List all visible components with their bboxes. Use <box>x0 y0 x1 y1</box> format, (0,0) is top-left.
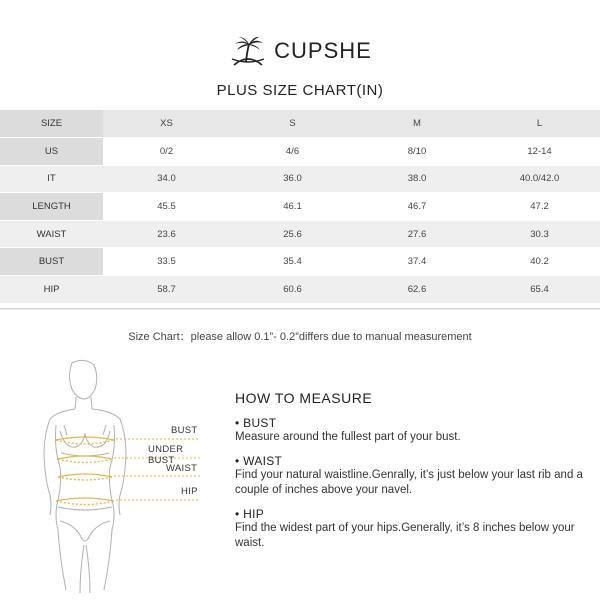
table-row <box>0 248 600 276</box>
body-silhouette <box>20 355 210 600</box>
howto-title: HOW TO MEASURE <box>235 390 373 406</box>
size-header-cell: M <box>355 110 479 138</box>
table-cell: 12-14 <box>479 138 600 166</box>
table-cell: 46.1 <box>230 193 355 221</box>
waist-label: WAIST <box>166 463 198 474</box>
table-row <box>0 276 600 304</box>
howto-item-bust <box>235 416 585 445</box>
brand-name: CUPSHE <box>274 38 372 63</box>
table-cell: 58.7 <box>103 276 230 304</box>
table-cell: 62.6 <box>355 276 479 304</box>
table-cell: 47.2 <box>479 193 600 221</box>
howto-item-text: Measure around the fullest part of your bust. <box>235 431 461 443</box>
table-cell: 38.0 <box>355 165 479 193</box>
table-cell: 27.6 <box>355 220 479 248</box>
table-header-row <box>0 110 600 138</box>
under-bust-label: UNDER BUST <box>148 444 184 466</box>
row-label-cell: BUST <box>0 248 103 276</box>
howto-item-waist <box>235 454 585 498</box>
table-cell: 33.5 <box>103 248 230 276</box>
table-cell: 25.6 <box>230 220 355 248</box>
table-cell: 37.4 <box>355 248 479 276</box>
table-cell: 65.4 <box>479 276 600 304</box>
brand-logo <box>0 34 600 68</box>
table-cell: 8/10 <box>355 138 479 166</box>
table-cell: 4/6 <box>230 138 355 166</box>
size-header-cell: S <box>230 110 355 138</box>
table-row <box>0 165 600 193</box>
row-label-cell: LENGTH <box>0 193 103 221</box>
row-label-cell: US <box>0 138 103 166</box>
table-cell: 45.5 <box>103 193 230 221</box>
palm-tree-icon <box>228 35 268 67</box>
row-label-cell: WAIST <box>0 220 103 248</box>
table-cell: 36.0 <box>230 165 355 193</box>
size-header-cell: L <box>479 110 600 138</box>
table-cell: 46.7 <box>355 193 479 221</box>
size-header-cell: XS <box>103 110 230 138</box>
measurement-note: Size Chart：please allow 0.1”- 0.2”differs due to manual measurement <box>128 331 472 343</box>
hip-label: HIP <box>181 486 198 497</box>
chart-title: PLUS SIZE CHART(IN) <box>216 82 384 99</box>
howto-item-head: • WAIST <box>235 454 283 468</box>
howto-item-hip <box>235 507 585 551</box>
table-cell: 30.3 <box>479 220 600 248</box>
howto-item-head: • BUST <box>235 416 277 430</box>
howto-item-head: • HIP <box>235 507 265 521</box>
section-divider <box>0 308 600 310</box>
table-header-label: SIZE <box>0 110 103 138</box>
table-cell: 23.6 <box>103 220 230 248</box>
table-row <box>0 193 600 221</box>
bust-label: BUST <box>171 425 198 436</box>
table-cell: 0/2 <box>103 138 230 166</box>
table-cell: 40.0/42.0 <box>479 165 600 193</box>
body-measurement-figure <box>20 355 210 600</box>
size-chart-table <box>0 110 600 304</box>
table-row <box>0 138 600 166</box>
row-label-cell: HIP <box>0 276 103 304</box>
table-cell: 35.4 <box>230 248 355 276</box>
howto-item-text: Find your natural waistline.Genrally, it’s just below your last rib and a couple of inches above your navel. <box>235 469 583 496</box>
row-label-cell: IT <box>0 165 103 193</box>
table-cell: 60.6 <box>230 276 355 304</box>
howto-item-text: Find the widest part of your hips.Generally, it’s 8 inches below your waist. <box>235 522 575 549</box>
table-cell: 34.0 <box>103 165 230 193</box>
how-to-measure <box>235 390 585 560</box>
table-cell: 40.2 <box>479 248 600 276</box>
table-row <box>0 220 600 248</box>
